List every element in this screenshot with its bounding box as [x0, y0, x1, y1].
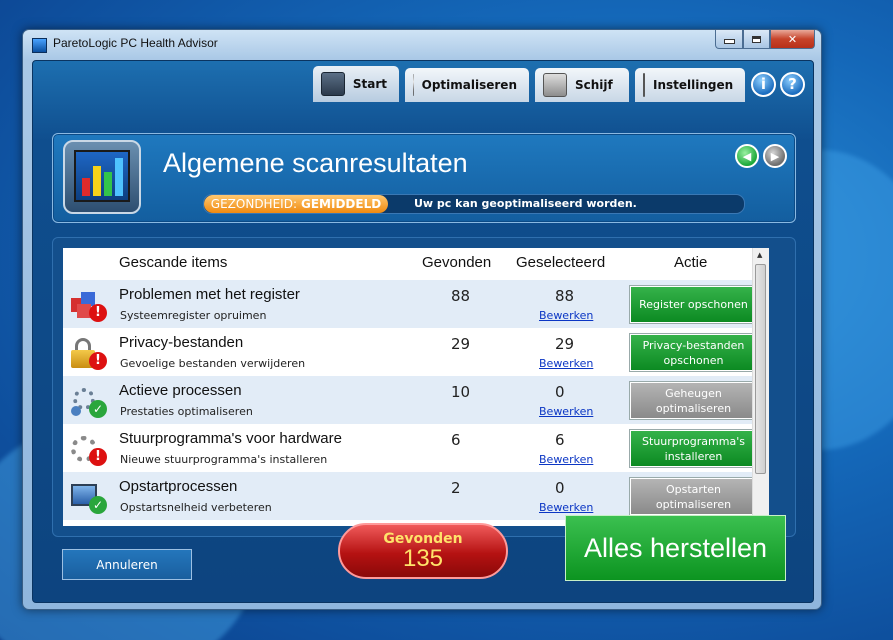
edit-link[interactable]: Bewerken [539, 453, 594, 466]
minimize-button[interactable] [715, 30, 743, 49]
tab-optimaliseren[interactable] [405, 68, 529, 102]
scroll-thumb[interactable] [755, 264, 766, 474]
edit-link[interactable]: Bewerken [539, 357, 594, 370]
clean-privacy-button[interactable]: Privacy-bestanden opschonen [630, 334, 757, 371]
tab-instellingen[interactable] [635, 68, 745, 102]
column-header-found: Gevonden [422, 254, 492, 271]
install-drivers-button[interactable]: Stuurprogramma's installeren [630, 430, 757, 467]
settings-icon [643, 73, 645, 97]
row-selected-count: 6 [555, 431, 565, 449]
health-badge [204, 195, 388, 213]
maximize-icon [752, 36, 761, 43]
row-found-count: 10 [451, 383, 471, 401]
row-found-count: 88 [451, 287, 471, 305]
cancel-button[interactable]: Annuleren [62, 549, 192, 580]
scan-header-panel [52, 133, 796, 223]
driver-error-icon: ! [69, 432, 109, 466]
fix-all-button[interactable]: Alles herstellen [565, 515, 786, 581]
privacy-lock-error-icon: ! [69, 336, 109, 370]
forward-button[interactable] [763, 144, 787, 168]
client-area [32, 60, 814, 603]
table-row [63, 472, 763, 520]
info-icon: i [760, 75, 767, 93]
app-icon [32, 38, 47, 53]
vertical-scrollbar[interactable] [752, 248, 769, 526]
start-icon [321, 72, 345, 96]
help-button[interactable] [780, 72, 805, 97]
health-prefix: GEZONDHEID: [210, 197, 297, 211]
tab-bar [313, 66, 805, 102]
tab-label: Schijf [575, 78, 613, 92]
row-subtitle: Gevoelige bestanden verwijderen [120, 357, 306, 370]
minimize-icon [724, 39, 735, 44]
column-header-selected: Geselecteerd [516, 254, 606, 271]
close-button[interactable] [770, 30, 815, 49]
table-row [63, 376, 763, 424]
tab-label: Optimaliseren [421, 78, 517, 92]
row-title: Stuurprogramma's voor hardware [119, 430, 342, 447]
edit-link[interactable]: Bewerken [539, 501, 594, 514]
row-subtitle: Opstartsnelheid verbeteren [120, 501, 272, 514]
column-header-action: Actie [674, 254, 708, 271]
column-header-items: Gescande items [119, 254, 228, 271]
tab-schijf[interactable] [535, 68, 629, 102]
row-title: Opstartprocessen [119, 478, 238, 495]
info-button[interactable] [751, 72, 776, 97]
tab-label: Instellingen [653, 78, 734, 92]
row-found-count: 29 [451, 335, 471, 353]
scroll-up-icon[interactable]: ▲ [757, 251, 763, 259]
found-total-badge [338, 523, 508, 579]
optimize-memory-button[interactable]: Geheugen optimaliseren [630, 382, 757, 419]
close-icon: ✕ [787, 32, 798, 46]
row-title: Actieve processen [119, 382, 242, 399]
app-window [22, 29, 822, 610]
status-message: Uw pc kan geoptimaliseerd worden. [414, 197, 637, 210]
process-ok-icon: ✓ [69, 384, 109, 418]
health-value: GEMIDDELD [301, 197, 382, 211]
row-selected-count: 0 [555, 479, 565, 497]
forward-arrow-icon: ▶ [770, 149, 780, 163]
table-header [63, 248, 769, 278]
found-total: 135 [402, 545, 444, 572]
row-title: Privacy-bestanden [119, 334, 244, 351]
table-row [63, 424, 763, 472]
title-bar[interactable] [23, 30, 821, 58]
optimize-startup-button[interactable]: Opstarten optimaliseren [630, 478, 757, 515]
results-panel [52, 237, 796, 537]
found-label: Gevonden [383, 531, 463, 547]
row-found-count: 2 [451, 479, 461, 497]
row-found-count: 6 [451, 431, 461, 449]
back-arrow-icon: ◀ [742, 149, 752, 163]
row-selected-count: 29 [555, 335, 575, 353]
edit-link[interactable]: Bewerken [539, 405, 594, 418]
scan-results-chart-icon [63, 140, 141, 214]
disk-icon [543, 73, 567, 97]
row-title: Problemen met het register [119, 286, 300, 303]
window-title: ParetoLogic PC Health Advisor [53, 36, 218, 50]
edit-link[interactable]: Bewerken [539, 309, 594, 322]
row-selected-count: 88 [555, 287, 575, 305]
clean-registry-button[interactable]: Register opschonen [630, 286, 757, 323]
row-subtitle: Nieuwe stuurprogramma's installeren [120, 453, 328, 466]
results-table [63, 248, 769, 526]
page-title: Algemene scanresultaten [163, 148, 468, 178]
table-row [63, 280, 763, 328]
row-selected-count: 0 [555, 383, 565, 401]
startup-ok-icon: ✓ [69, 480, 109, 514]
registry-error-icon: ! [69, 288, 109, 322]
row-subtitle: Systeemregister opruimen [120, 309, 267, 322]
optimize-icon [413, 74, 414, 96]
maximize-button[interactable] [743, 30, 770, 49]
row-subtitle: Prestaties optimaliseren [120, 405, 253, 418]
table-row [63, 328, 763, 376]
tab-label: Start [352, 77, 387, 91]
tab-start[interactable] [313, 66, 399, 102]
help-icon: ? [788, 75, 797, 93]
back-button[interactable] [735, 144, 759, 168]
health-status-bar [203, 194, 745, 214]
